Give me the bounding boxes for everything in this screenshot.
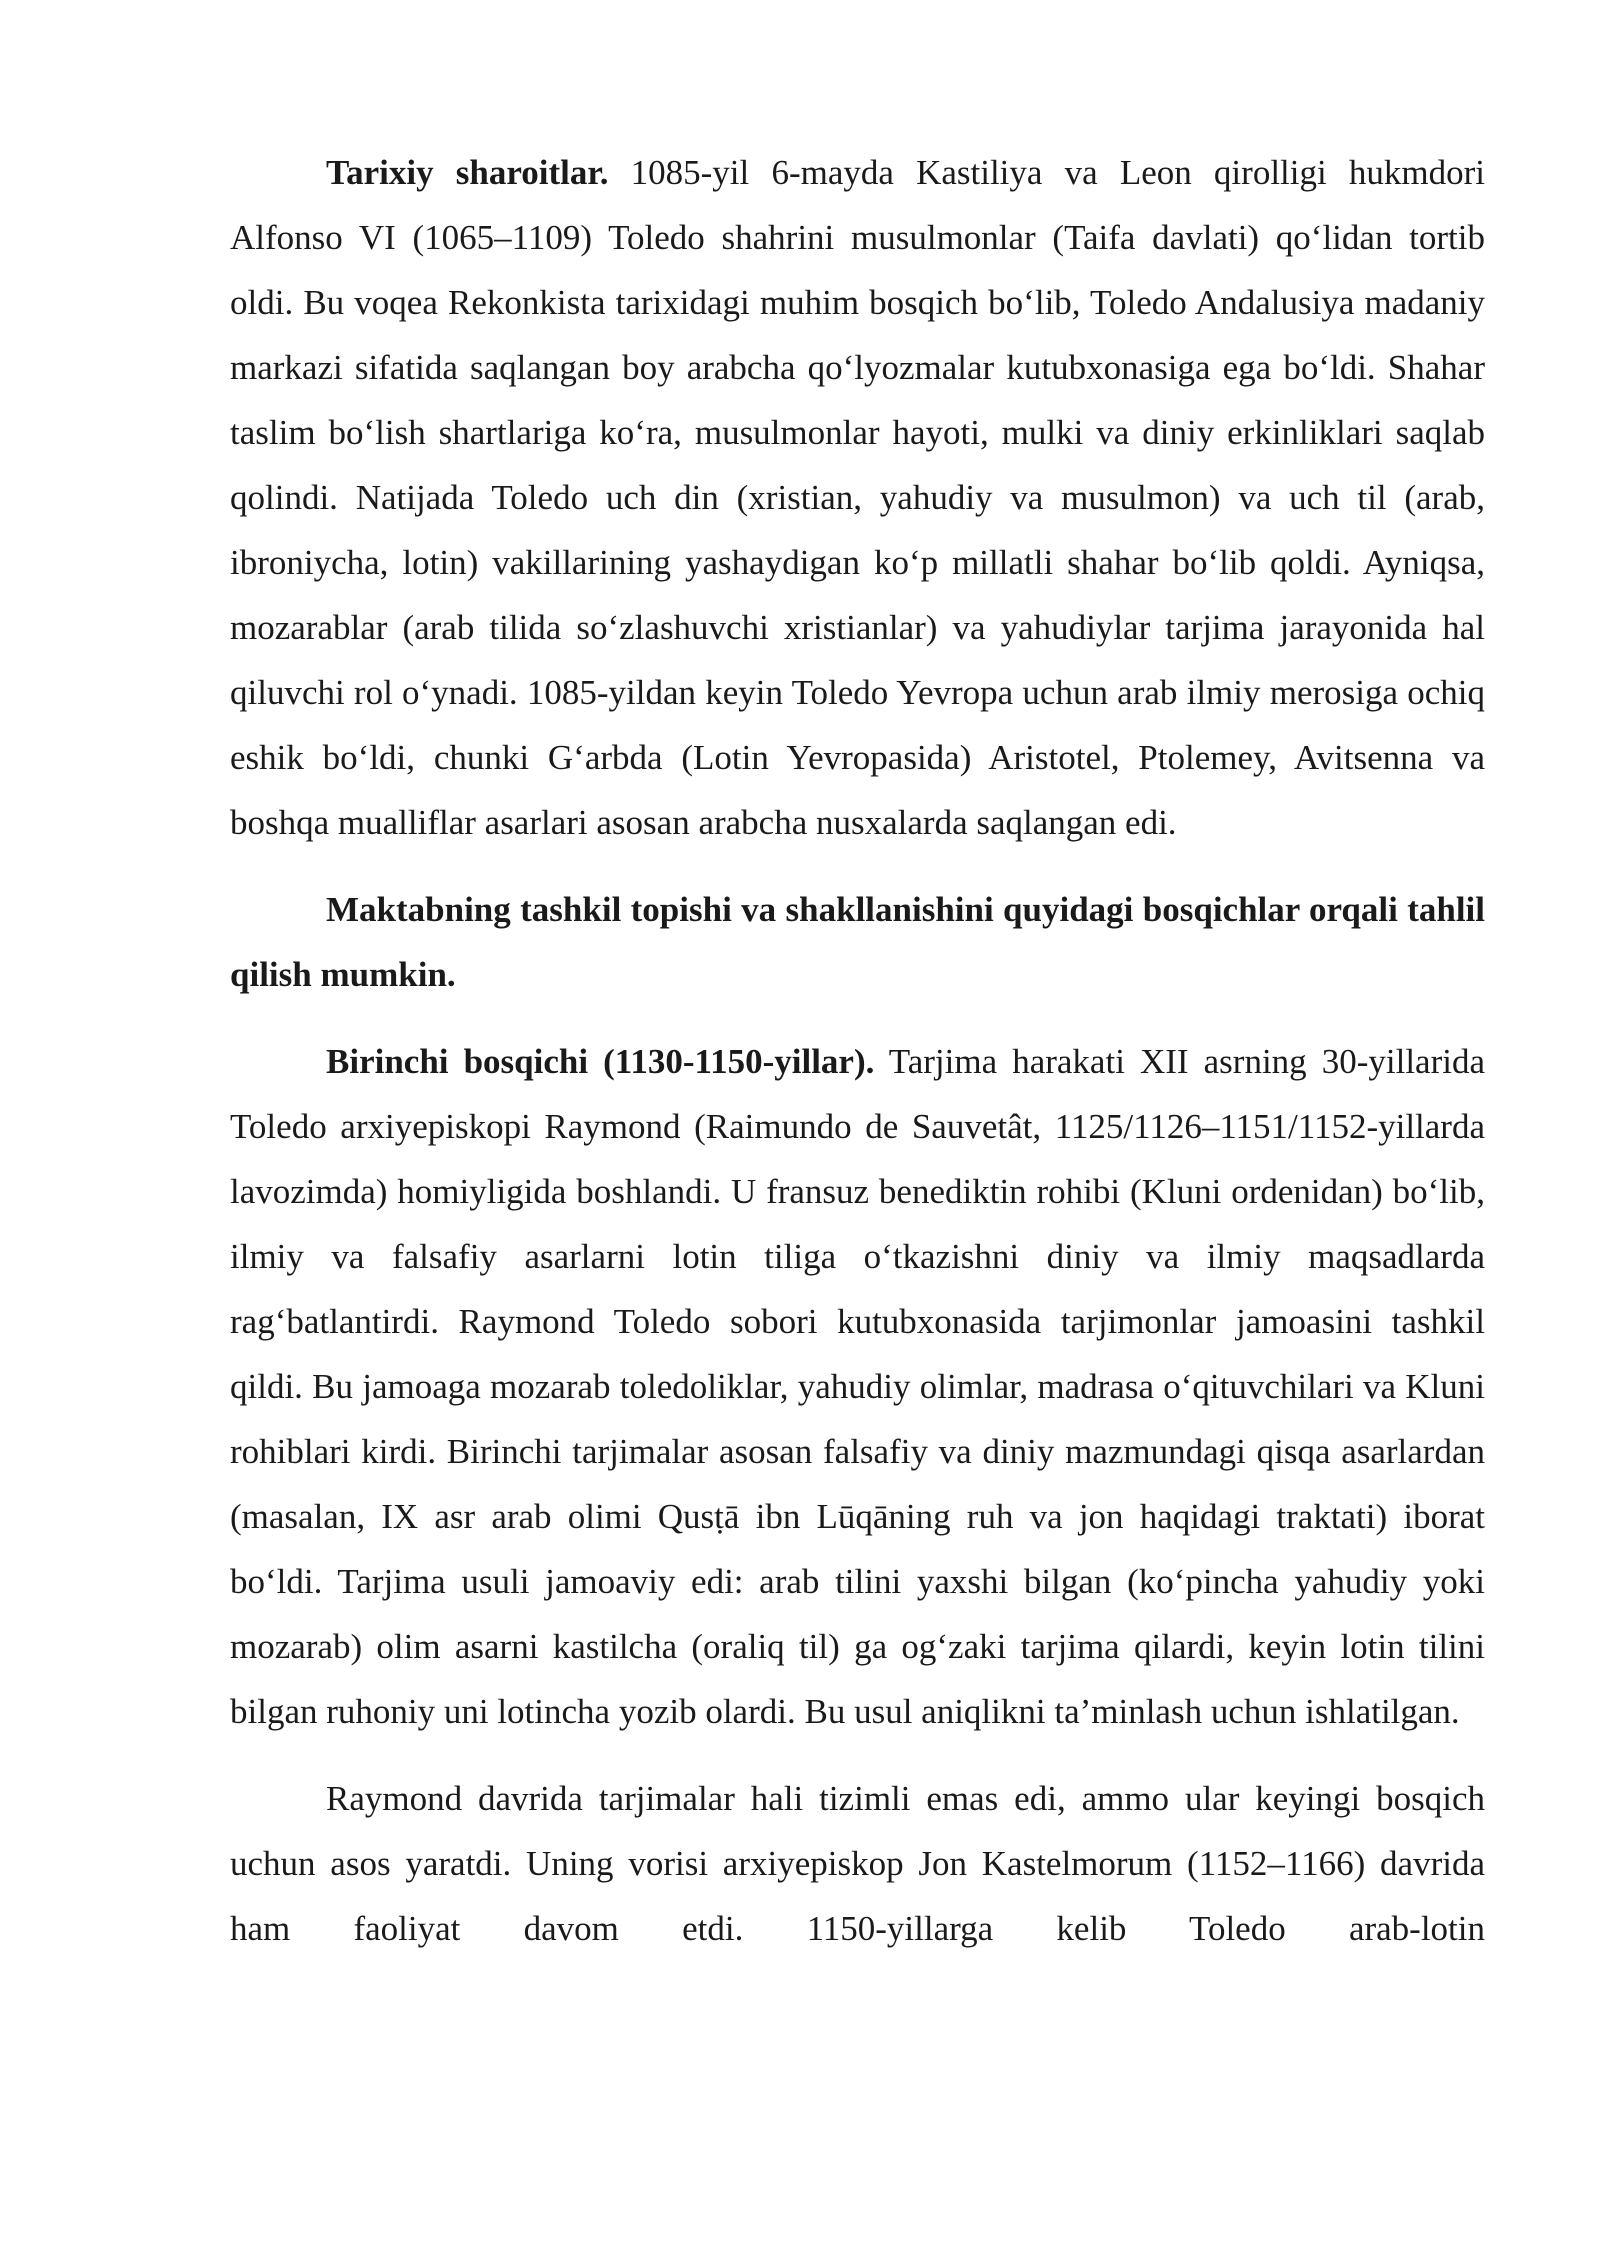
paragraph-raymond-period: Raymond davrida tarjimalar hali tizimli emas edi, ammo ular keyingi bosqich uchun asos yaratdi. Uning vorisi arxiyepiskop Jon Kastelmorum (1152–1166) davrida ham faoliyat davom etdi. 1150-yillarga kelib Toledo arab-lotin <box>230 1779 1485 1948</box>
section-heading-school-formation: Maktabning tashkil topishi va shakllanishini quyidagi bosqichlar orqali tahlil qilish mumkin. <box>230 890 1485 994</box>
section-lead-historical-conditions: Tarixiy sharoitlar. <box>326 153 609 192</box>
paragraph-historical-conditions <box>230 140 1485 855</box>
section-lead-first-stage: Birinchi bosqichi (1130-1150-yillar). <box>326 1042 875 1081</box>
paragraph-text: 1085-yil 6-mayda Kastiliya va Leon qirolligi hukmdori Alfonso VI (1065–1109) Toledo shahrini musulmonlar (Taifa davlati) qo‘lidan tortib oldi. Bu voqea Rekonkista tarixidagi muhim bosqich bo‘lib, Toledo Andalusiya madaniy markazi sifatida saqlangan boy arabcha qo‘lyozmalar kutubxonasiga ega bo‘ldi. Shahar taslim bo‘lish shartlariga ko‘ra, musulmonlar hayoti, mulki va diniy erkinliklari saqlab qolindi. Natijada Toledo uch din (xristian, yahudiy va musulmon) va uch til (arab, ibroniycha, lotin) vakillarining yashaydigan ko‘p millatli shahar bo‘lib qoldi. Ayniqsa, mozarablar (arab tilida so‘zlashuvchi xristianlar) va yahudiylar tarjima jarayonida hal qiluvchi rol o‘ynadi. 1085-yildan keyin Toledo Yevropa uchun arab ilmiy merosiga ochiq eshik bo‘ldi, chunki G‘arbda (Lotin Yevropasida) Aristotel, Ptolemey, Avitsenna va boshqa mualliflar asarlari asosan arabcha nusxalarda saqlangan edi. <box>230 153 1485 842</box>
paragraph-first-stage <box>230 1029 1485 1744</box>
paragraph-text: Tarjima harakati XII asrning 30-yillarida Toledo arxiyepiskopi Raymond (Raimundo de Sauvetât, 1125/1126–1151/1152-yillarda lavozimda) homiyligida boshlandi. U fransuz benediktin rohibi (Kluni ordenidan) bo‘lib, ilmiy va falsafiy asarlarni lotin tiliga o‘tkazishni diniy va ilmiy maqsadlarda rag‘batlantirdi. Raymond Toledo sobori kutubxonasida tarjimonlar jamoasini tashkil qildi. Bu jamoaga mozarab toledoliklar, yahudiy olimlar, madrasa o‘qituvchilari va Kluni rohiblari kirdi. Birinchi tarjimalar asosan falsafiy va diniy mazmundagi qisqa asarlardan (masalan, IX asr arab olimi Qusṭā ibn Lūqāning ruh va jon haqidagi traktati) iborat bo‘ldi. Tarjima usuli jamoaviy edi: arab tilini yaxshi bilgan (ko‘pincha yahudiy yoki mozarab) olim asarni kastilcha (oraliq til) ga og‘zaki tarjima qilardi, keyin lotin tilini bilgan ruhoniy uni lotincha yozib olardi. Bu usul aniqlikni ta’minlash uchun ishlatilgan. <box>230 1042 1486 1731</box>
